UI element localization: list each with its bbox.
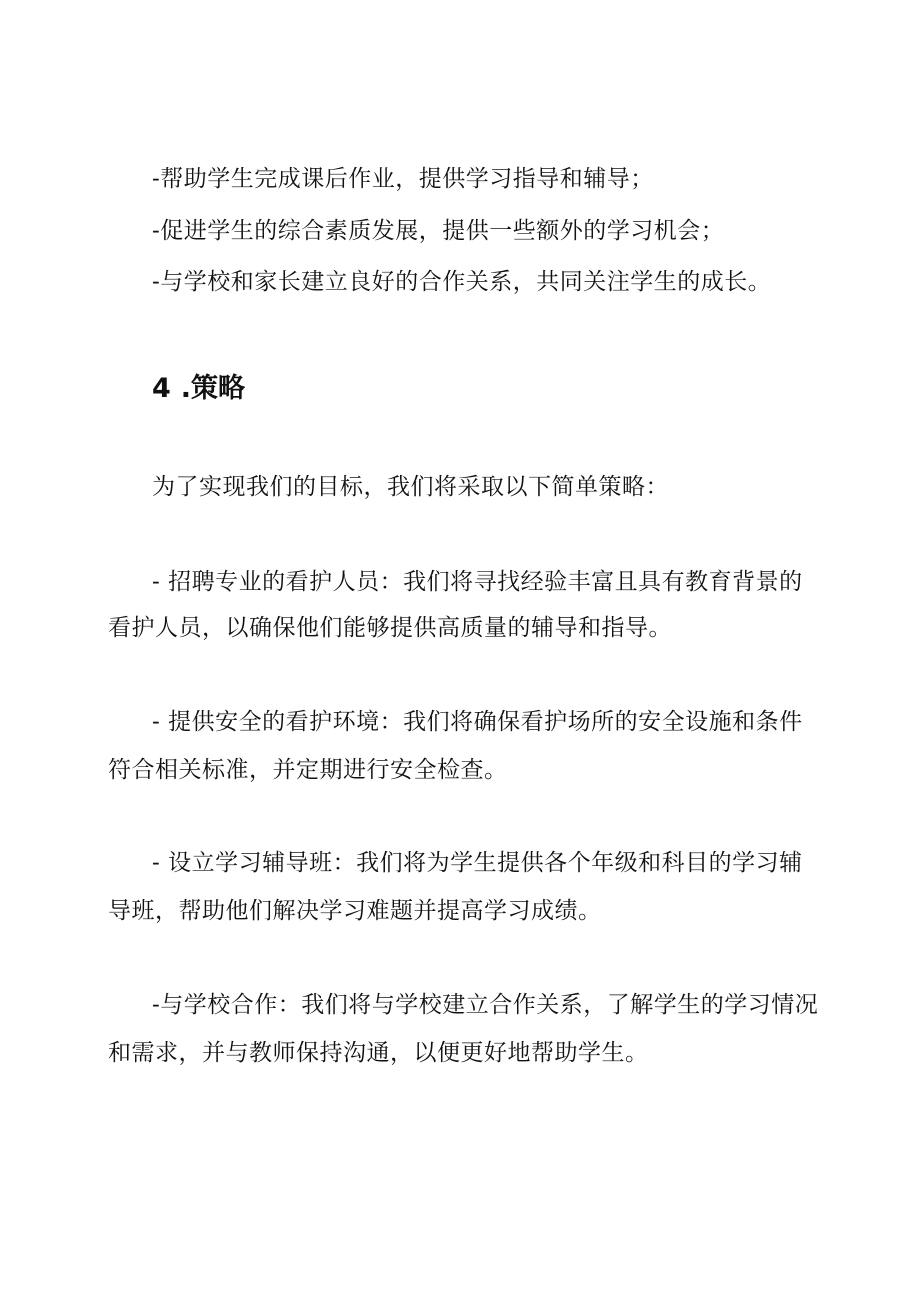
strategy-line: - 提供安全的看护环境：我们将确保看护场所的安全设施和条件: [152, 709, 803, 735]
strategy-line: - 设立学习辅导班：我们将为学生提供各个年级和科目的学习辅: [152, 850, 803, 876]
section-number: 4: [152, 373, 171, 404]
strategy-line: 看护人员，以确保他们能够提供高质量的辅导和指导。: [108, 615, 672, 641]
strategy-line: -与学校合作：我们将与学校建立合作关系，了解学生的学习情况: [152, 992, 819, 1018]
section-heading: [152, 372, 245, 406]
strategy-line: 和需求，并与教师保持沟通，以便更好地帮助学生。: [108, 1040, 649, 1066]
goal-item: -与学校和家长建立良好的合作关系，共同关注学生的成长。: [152, 269, 772, 295]
strategy-line: 符合相关标准，并定期进行安全检查。: [108, 757, 508, 783]
goal-item: -促进学生的综合素质发展，提供一些额外的学习机会；: [152, 218, 725, 244]
strategy-line: - 招聘专业的看护人员：我们将寻找经验丰富且具有教育背景的: [152, 569, 803, 595]
section-title: .策略: [180, 373, 246, 404]
goal-item: -帮助学生完成课后作业，提供学习指导和辅导；: [152, 166, 654, 192]
intro-paragraph: 为了实现我们的目标，我们将采取以下简单策略：: [152, 474, 669, 500]
strategy-line: 导班，帮助他们解决学习难题并提高学习成绩。: [108, 898, 602, 924]
